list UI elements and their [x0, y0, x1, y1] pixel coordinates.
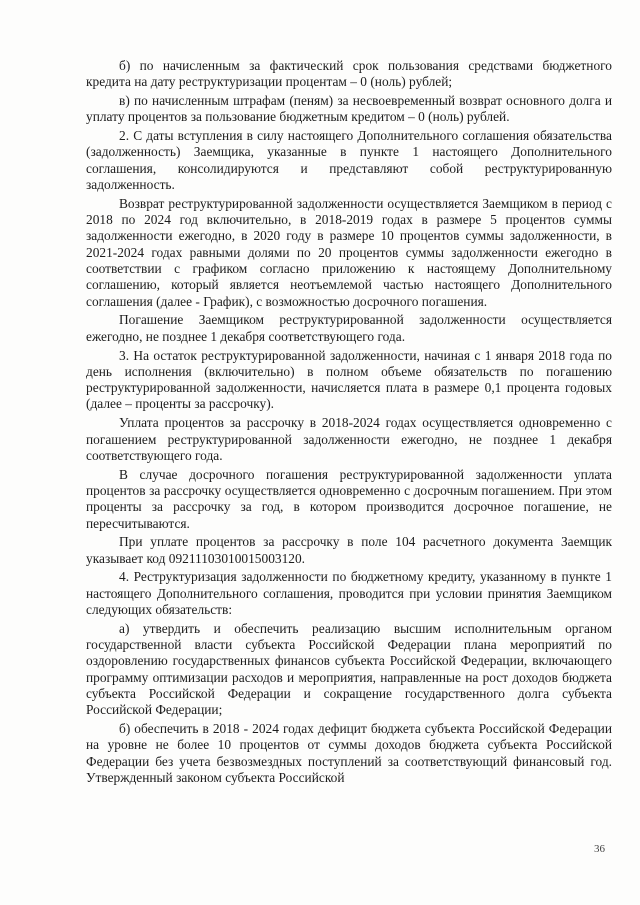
paragraph-4b-deficit: б) обеспечить в 2018 - 2024 годах дефицит бюджета субъекта Российской Федерации на уровне не более 10 процентов от суммы доходов бюджета субъекта Российской Федерации без учета безвозмездных поступлений за соответствующий финансовый год. Утвержденный законом субъекта Российской	[86, 721, 612, 785]
document-body	[86, 58, 612, 787]
paragraph-2-consolidation: 2. С даты вступления в силу настоящего Дополнительного соглашения обязательства (задолженность) Заемщика, указанные в пункте 1 настоящего Дополнительного соглашения, консолидируются и представляют собой реструктурированную задолженность.	[86, 128, 612, 193]
paragraph-payment-code: При уплате процентов за рассрочку в поле 104 расчетного документа Заемщик указывает код 09211103010015003120.	[86, 534, 612, 566]
page-number: 36	[594, 843, 605, 855]
paragraph-fee-payment: Уплата процентов за рассрочку в 2018-2024 годах осуществляется одновременно с погашением реструктурированной задолженности ежегодно, не позднее 1 декабря соответствующего года.	[86, 415, 612, 463]
paragraph-early-repayment: В случае досрочного погашения реструктурированной задолженности уплата процентов за рассрочку осуществляется одновременно с досрочным погашением. При этом проценты за рассрочку за год, в котором производится досрочное погашение, не пересчитываются.	[86, 466, 612, 531]
paragraph-1c-penalties: в) по начисленным штрафам (пеням) за несвоевременный возврат основного долга и уплату процентов за пользование бюджетным кредитом – 0 (ноль) рублей.	[86, 93, 612, 125]
paragraph-4a-plan: а) утвердить и обеспечить реализацию высшим исполнительным органом государственной власти субъекта Российской Федерации плана мероприятий по оздоровлению государственных финансов субъекта Российской Федерации, включающего программу оптимизации расходов и мероприятия, направленные на рост доходов бюджета субъекта Российской Федерации и сокращение государственного долга субъекта Российской Федерации;	[86, 620, 612, 718]
paragraph-repayment-schedule: Возврат реструктурированной задолженности осуществляется Заемщиком в период с 2018 по 2024 год включительно, в 2018-2019 годах в размере 5 процентов суммы задолженности ежегодно, в 2020 году в размере 10 процентов суммы задолженности, в 2021-2024 годах равными долями по 20 процентов суммы задолженности ежегодно в соответствии с графиком согласно приложению к настоящему Дополнительному соглашению, который является неотъемлемой частью настоящего Дополнительного соглашения (далее - График), с возможностью досрочного погашения.	[86, 195, 612, 309]
paragraph-4-conditions: 4. Реструктуризация задолженности по бюджетному кредиту, указанному в пункте 1 настоящего Дополнительного соглашения, проводится при условии принятия Заемщиком следующих обязательств:	[86, 569, 612, 617]
paragraph-3-installment-fee: 3. На остаток реструктурированной задолженности, начиная с 1 января 2018 года по день исполнения (включительно) в полном объеме обязательств по погашению реструктурированной задолженности, начисляется плата в размере 0,1 процента годовых (далее – проценты за рассрочку).	[86, 347, 612, 412]
paragraph-repayment-deadline: Погашение Заемщиком реструктурированной задолженности осуществляется ежегодно, не позднее 1 декабря соответствующего года.	[86, 312, 612, 344]
paragraph-1b-interest: б) по начисленным за фактический срок пользования средствами бюджетного кредита на дату реструктуризации процентам – 0 (ноль) рублей;	[86, 58, 612, 90]
